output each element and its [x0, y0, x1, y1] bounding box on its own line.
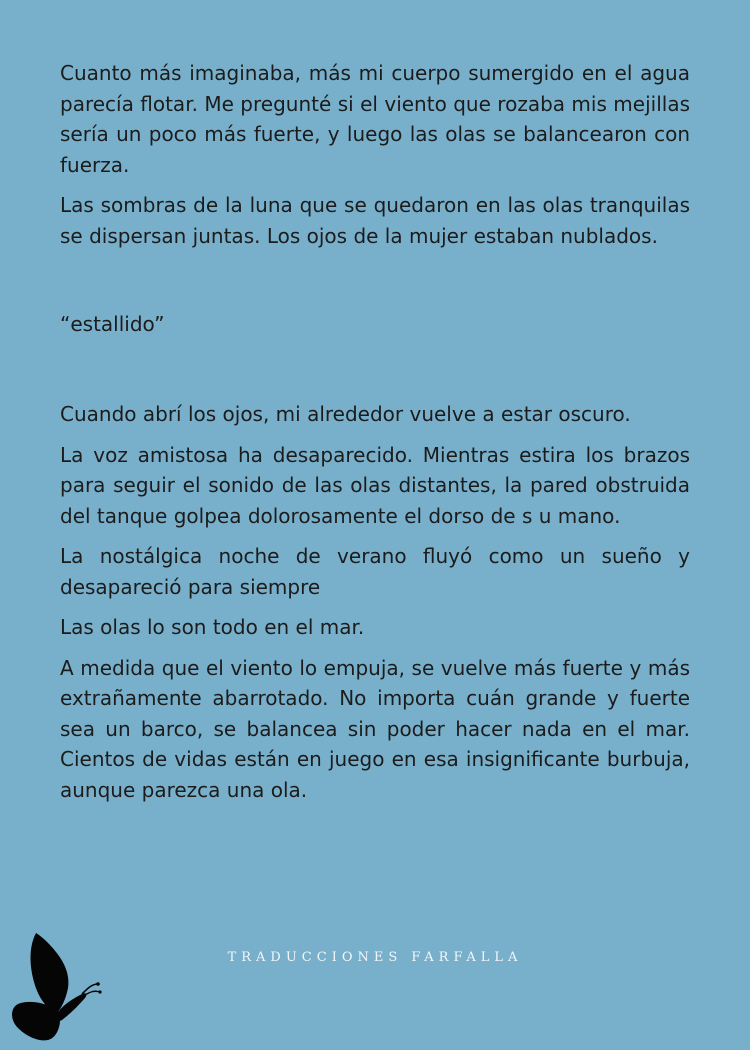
paragraph: Cuanto más imaginaba, más mi cuerpo sumergido en el agua parecía flotar. Me pregunté si el viento que rozaba mis mejillas sería un poco más fuerte, y luego las olas se balancearon con fuerza. — [60, 61, 690, 177]
story-text — [60, 58, 690, 815]
paragraph: Las olas lo son todo en el mar. — [60, 615, 365, 639]
paragraph: La nostálgica noche de verano fluyó como un sueño y desapareció para siempre — [60, 544, 690, 599]
translator-credit: TRADUCCIONES FARFALLA — [227, 950, 523, 965]
sound-effect: “estallido” — [60, 312, 165, 336]
paragraph: Cuando abrí los ojos, mi alrededor vuelve a estar oscuro. — [60, 402, 631, 426]
butterfly-icon — [8, 928, 104, 1048]
paragraph: La voz amistosa ha desaparecido. Mientras estira los brazos para seguir el sonido de las olas distantes, la pared obstruida del tanque golpea dolorosamente el dorso de s u mano. — [60, 442, 690, 528]
paragraph: Las sombras de la luna que se quedaron en las olas tranquilas se dispersan juntas. Los ojos de la mujer estaban nublados. — [60, 193, 690, 248]
paragraph: A medida que el viento lo empuja, se vuelve más fuerte y más extrañamente abarrotado. No importa cuán grande y fuerte sea un barco, se balancea sin poder hacer nada en el mar. Cientos de vidas están en juego en esa insignificante burbuja, aunque parezca una ola. — [60, 655, 690, 802]
